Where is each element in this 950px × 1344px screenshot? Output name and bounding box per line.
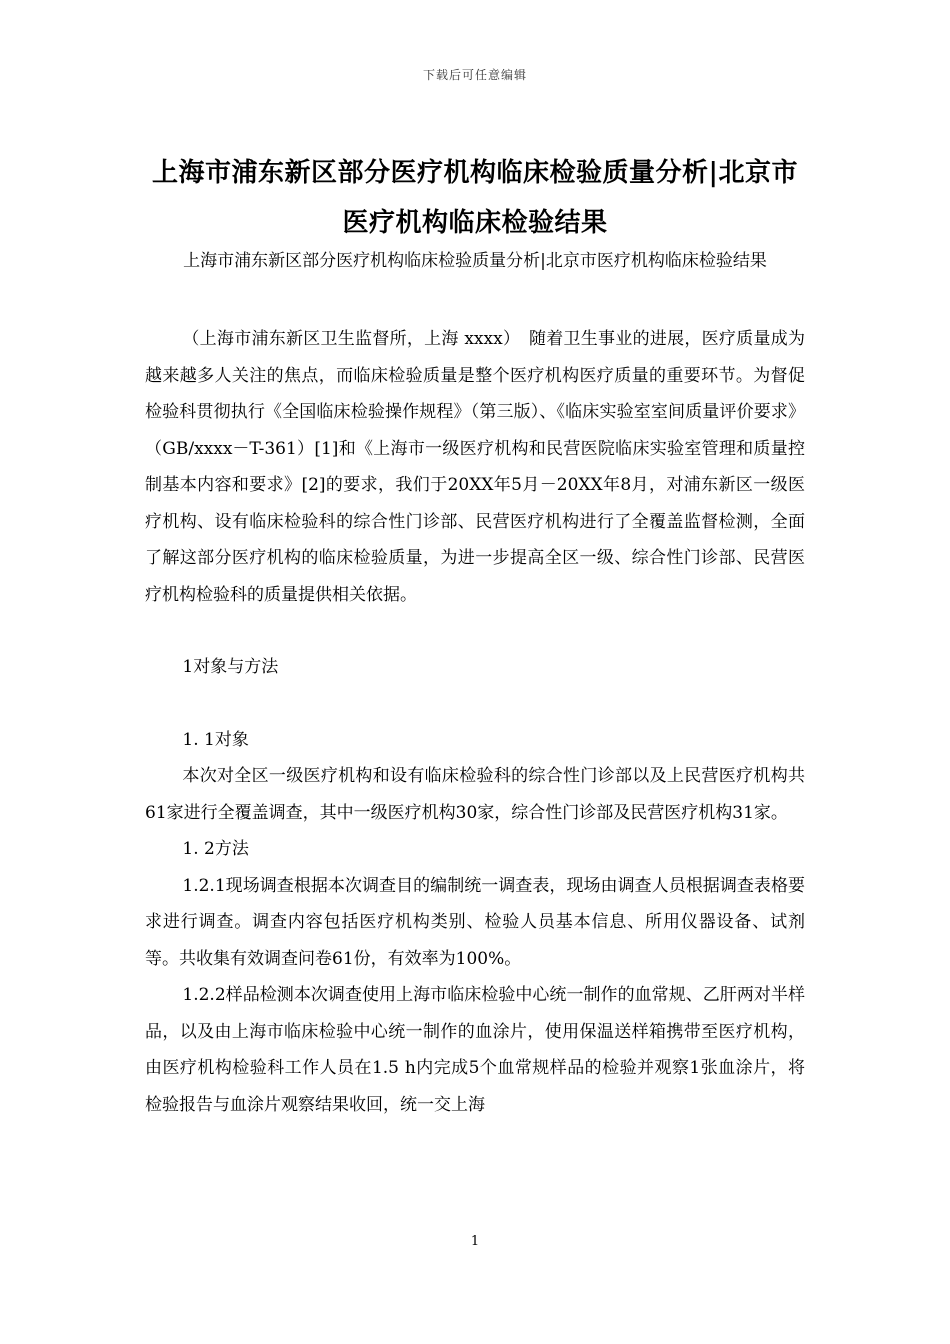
page-number: 1: [470, 1234, 480, 1249]
document-title: 上海市浦东新区部分医疗机构临床检验质量分析|北京市医疗机构临床检验结果: [152, 158, 798, 238]
section-heading-1-1: 1. 1对象: [182, 729, 249, 750]
section-1-2-1-paragraph: 1.2.1现场调查根据本次调查目的编制统一调查表，现场由调查人员根据调查表格要求进行调查。调查内容包括医疗机构类别、检验人员基本信息、所用仪器设备、试剂等。共收集有效调查问卷61份，有效率为100%。: [145, 875, 805, 969]
document-subtitle: 上海市浦东新区部分医疗机构临床检验质量分析|北京市医疗机构临床检验结果: [183, 251, 767, 271]
intro-paragraph: （上海市浦东新区卫生监督所，上海 xxxx） 随着卫生事业的进展，医疗质量成为越来越多人关注的焦点，而临床检验质量是整个医疗机构医疗质量的重要环节。为督促检验科贯彻执行《全国临床检验操作规程》（第三版）、《临床实验室室间质量评价要求》（GB/xxxx－T-361）[1]和《上海市一级医疗机构和民营医院临床实验室管理和质量控制基本内容和要求》[2]的要求，我们于20XX年5月－20XX年8月，对浦东新区一级医疗机构、设有临床检验科的综合性门诊部、民营医疗机构进行了全覆盖监督检测，全面了解这部分医疗机构的临床检验质量，为进一步提高全区一级、综合性门诊部、民营医疗机构检验科的质量提供相关依据。: [145, 329, 805, 605]
document-body: [145, 321, 805, 1123]
section-1-1-paragraph: 本次对全区一级医疗机构和设有临床检验科的综合性门诊部以及上民营医疗机构共61家进行全覆盖调查，其中一级医疗机构30家，综合性门诊部及民营医疗机构31家。: [145, 766, 805, 823]
section-1-2-2-paragraph: 1.2.2样品检测本次调查使用上海市临床检验中心统一制作的血常规、乙肝两对半样品，以及由上海市临床检验中心统一制作的血涂片，使用保温送样箱携带至医疗机构，由医疗机构检验科工作人员在1.5 h内完成5个血常规样品的检验并观察1张血涂片，将检验报告与血涂片观察结果收回，统一交上海: [145, 985, 805, 1115]
section-heading-1: 1对象与方法: [182, 657, 279, 677]
page-header-note: 下载后可任意编辑: [422, 68, 527, 82]
section-heading-1-2: 1. 2方法: [182, 839, 249, 859]
